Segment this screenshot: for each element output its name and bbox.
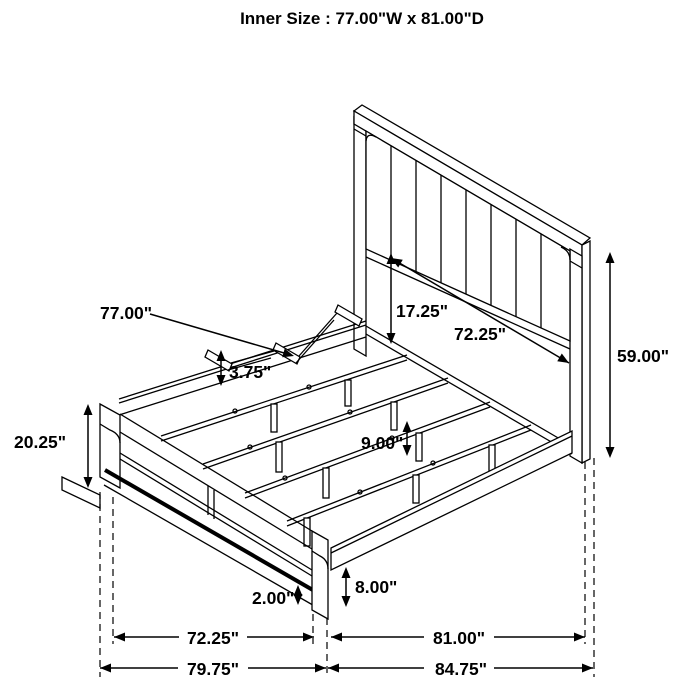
dim-title: [240, 9, 484, 28]
footboard-outer-width-label: 79.75": [186, 659, 240, 679]
dim-inner-depth: [331, 628, 585, 648]
footboard-inner-width-label: 72.25": [186, 628, 240, 648]
dim-overall-depth: [328, 659, 593, 679]
footboard-clearance-label: 2.00": [252, 588, 295, 608]
footboard: [62, 404, 328, 619]
headboard-height-label: 59.00": [617, 346, 670, 366]
footboard-right-post: [312, 531, 328, 619]
extension-lines: [100, 458, 594, 677]
headboard-panel-gap-label: 17.25": [396, 301, 449, 321]
side-rail-clearance-label: 8.00": [355, 577, 398, 597]
support-leg-height-label: 9.00": [361, 433, 404, 453]
side-rail-height-label: 3.75": [229, 362, 272, 382]
dim-headboard-height: [606, 252, 670, 458]
overall-depth-label: 84.75": [434, 659, 488, 679]
dim-footboard-height: [14, 404, 93, 488]
footboard-height-label: 20.25": [14, 432, 67, 452]
dim-footboard-outer-width: [100, 659, 326, 679]
inner-depth-label: 81.00": [432, 628, 486, 648]
support-legs: [271, 380, 495, 546]
slat-platform: [119, 305, 572, 570]
headboard-right-post: [582, 241, 590, 463]
dim-footboard-inner-width: [114, 628, 314, 648]
diagram-title: Inner Size : 77.00"W x 81.00"D: [240, 9, 484, 28]
left-rail-tenon: [62, 477, 100, 508]
rail-holes: [233, 385, 435, 494]
dim-footboard-clearance: [252, 585, 303, 608]
dim-slat-width: [100, 303, 295, 360]
dim-side-rail-clearance: [342, 567, 398, 607]
slat-width-label: 77.00": [100, 303, 153, 323]
headboard-inner-width-label: 72.25": [454, 324, 507, 344]
